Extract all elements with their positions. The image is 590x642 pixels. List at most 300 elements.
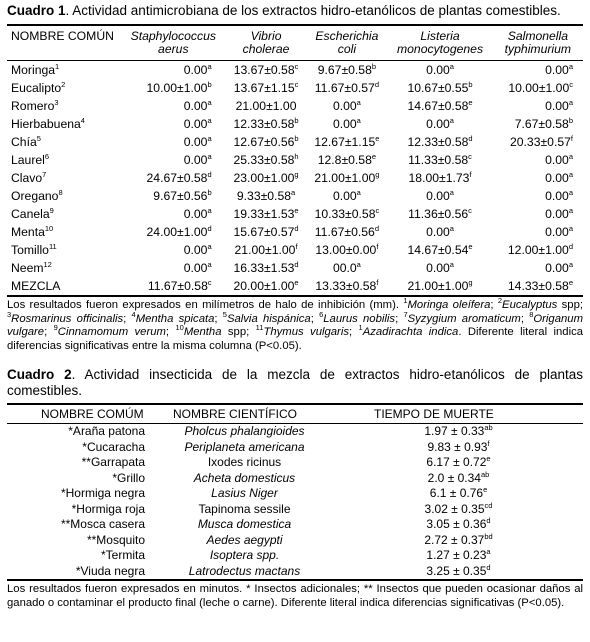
footnote-marker: 12 (43, 260, 52, 269)
value-cell (226, 169, 307, 187)
value-cell (121, 151, 226, 169)
time-value: 6.17 ± 0.72 (426, 455, 487, 469)
value-cell (387, 61, 492, 80)
value-cell (226, 205, 307, 223)
time-of-death-cell (334, 440, 583, 456)
value-cell (387, 277, 492, 296)
significance-letter: a (568, 62, 573, 71)
value: 14.67±0.58 (407, 99, 469, 113)
plant-name-cell (7, 169, 121, 187)
table-row (7, 79, 583, 97)
value-cell (387, 115, 492, 133)
value-cell (306, 277, 387, 296)
table1-header-cell (226, 25, 307, 61)
footnote-marker: 7 (42, 170, 47, 179)
footnote-text: ; (348, 326, 359, 338)
value-cell (493, 223, 583, 241)
plant-name-cell (7, 79, 121, 97)
significance-letter: e (486, 454, 491, 463)
footnote-marker: 11 (48, 242, 57, 251)
plant-name-cell (7, 259, 121, 277)
time-of-death-cell (334, 517, 583, 533)
table-row (7, 169, 583, 187)
value-cell (493, 169, 583, 187)
time-of-death-cell (334, 455, 583, 471)
value: 12.33±0.58 (407, 135, 469, 149)
value-cell (387, 187, 492, 205)
significance-letter: a (207, 206, 212, 215)
significance-letter: bd (484, 531, 493, 541)
value: 0.00 (426, 117, 450, 131)
significance-letter: a (207, 134, 212, 143)
footnote-marker: 9 (53, 323, 58, 332)
value: 14.33±0.58 (507, 279, 569, 293)
common-name: *Araña patona (68, 424, 145, 438)
significance-letter: b (568, 116, 573, 125)
table-row (7, 533, 583, 549)
value: 0.00 (183, 153, 208, 167)
footnote-text: Laurus nobilis (323, 312, 396, 325)
value-cell (493, 115, 583, 133)
value: 12.00±1.00 (507, 243, 569, 257)
significance-letter: a (207, 242, 212, 251)
footnote-text: Thymus vulgaris (263, 326, 349, 338)
time-value: 9.83 ± 0.93 (427, 439, 488, 454)
footnote-text: . Diferente literal indica diferencias significativas entre la misma columna (P<0.05). (7, 326, 584, 352)
common-name: **Mosca casera (60, 517, 145, 531)
value-cell (493, 61, 583, 80)
value-cell (121, 97, 226, 115)
value: 15.67±0.57 (233, 225, 295, 239)
value-cell (387, 223, 492, 241)
value: 24.00±1.00 (146, 225, 208, 239)
plant-name: Menta (11, 225, 45, 239)
footnote-text: ; (520, 312, 530, 325)
common-name: *Hormiga roja (71, 501, 145, 516)
significance-letter: e (483, 485, 488, 494)
table1-header-cell (7, 25, 121, 61)
footnote-marker: 9 (49, 206, 54, 215)
footnote-text: Origanum vulgare (7, 312, 583, 338)
header-line: NOMBRE COMÚN (11, 29, 114, 43)
value: 11.36±0.56 (408, 207, 469, 221)
scientific-name: Tapinoma sessile (198, 501, 291, 516)
value-cell (387, 79, 492, 97)
value-cell (226, 133, 307, 151)
value: 0.00 (183, 99, 208, 113)
value-cell (226, 61, 307, 80)
footnote-marker: 8 (58, 188, 63, 197)
table1 (7, 24, 583, 297)
value: 0.00 (183, 243, 208, 257)
value: 10.00±1.00 (508, 81, 570, 95)
value-cell (493, 277, 583, 296)
value: 11.67±0.57 (314, 81, 375, 95)
significance-letter: e (294, 206, 299, 215)
value: 0.00 (183, 207, 208, 221)
table2-body (7, 424, 583, 581)
value-cell (121, 169, 226, 187)
significance-letter: a (568, 98, 573, 107)
footnote-marker: 6 (44, 152, 50, 161)
footnote-text: Syzygium aromaticum (407, 312, 521, 325)
footnote-text: ; (490, 299, 498, 311)
significance-letter: a (207, 152, 212, 161)
time-value: 3.05 ± 0.36 (426, 517, 487, 531)
value: 13.33±0.58 (315, 279, 377, 293)
footnote-text: spp; (557, 299, 583, 311)
value-cell (493, 241, 583, 259)
scientific-name: Acheta domesticus (193, 470, 296, 485)
header-line: Vibrio (250, 29, 282, 43)
value-cell (387, 169, 492, 187)
plant-name-cell (7, 241, 121, 259)
value: 0.00 (545, 207, 569, 221)
value: 24.67±0.58 (146, 171, 208, 185)
header-line: Staphylococcus (130, 29, 216, 43)
value: 7.67±0.58 (514, 117, 569, 131)
table2-caption-label: Cuadro 2 (7, 367, 72, 382)
value-cell (121, 259, 226, 277)
value: 19.33±1.53 (233, 207, 295, 221)
significance-letter: a (449, 260, 454, 269)
header-line: typhimurium (504, 42, 572, 56)
value: 9.33±0.58 (236, 189, 292, 203)
time-value: 2.0 ± 0.34 (427, 470, 481, 485)
plant-name-cell (7, 223, 121, 241)
footnote-marker: 5 (36, 134, 41, 143)
significance-letter: f (469, 170, 472, 179)
value: 13.00±0.00 (315, 243, 377, 257)
significance-letter: f (570, 134, 573, 143)
scientific-name: Isoptera spp. (209, 548, 280, 562)
value-cell (387, 205, 492, 223)
value: 12.33±0.58 (233, 117, 295, 131)
table2-header-row (7, 404, 583, 424)
significance-letter: f (295, 242, 298, 251)
value-cell (226, 277, 307, 296)
footnote-marker: 2 (61, 80, 66, 89)
value: 25.33±0.58 (233, 153, 295, 167)
value: 10.67±0.55 (407, 81, 469, 95)
significance-letter: e (468, 242, 473, 251)
footnote-marker: 8 (529, 309, 534, 319)
significance-letter: a (449, 188, 454, 197)
value: 12.67±0.56 (233, 135, 295, 149)
document (7, 3, 583, 610)
table1-caption-text: . Actividad antimicrobiana de los extractos hidro-etanólicos de plantas comestibles. (65, 3, 561, 18)
value: 11.33±0.58 (408, 153, 469, 167)
significance-letter: a (449, 116, 454, 125)
table2-caption-text: . Actividad insecticida de la mezcla de extractos hidro-etanólicos de plantas comestibles. (7, 367, 583, 398)
value-cell (493, 97, 583, 115)
table1-body (7, 61, 583, 297)
footnote-marker: 1 (55, 62, 60, 71)
footnote-text: Mentha (183, 326, 222, 338)
value: 0.00 (426, 261, 450, 275)
value-cell (306, 115, 387, 133)
value-cell (306, 79, 387, 97)
value: 12.8±0.58 (317, 153, 372, 167)
table2 (7, 403, 583, 581)
value: 0.00 (545, 171, 569, 185)
value: 11.67±0.56 (314, 225, 375, 239)
significance-letter: a (291, 188, 296, 197)
value: 20.33±0.57 (509, 135, 571, 149)
time-value: 1.27 ± 0.23 (426, 548, 487, 562)
significance-letter: e (375, 134, 380, 143)
value: 13.67±1.15 (233, 81, 295, 95)
time-value: 1.97 ± 0.33 (424, 424, 485, 438)
significance-letter: d (374, 80, 379, 89)
plant-name: Neem (11, 261, 44, 275)
value: 10.00±1.00 (146, 81, 208, 95)
significance-letter: d (207, 170, 212, 179)
value: 0.00 (545, 261, 569, 275)
significance-letter: a (356, 260, 361, 269)
significance-letter: f (487, 438, 490, 448)
value: 12.67±1.15 (314, 135, 376, 149)
significance-letter: a (568, 206, 573, 215)
value-cell (121, 187, 226, 205)
significance-letter: b (294, 134, 299, 143)
table2-header-time-of-death: TIEMPO DE MUERTE (334, 404, 583, 424)
value: 0.00 (545, 99, 569, 113)
value-cell (306, 187, 387, 205)
significance-letter: a (207, 62, 212, 71)
value: 0.00 (332, 99, 357, 113)
value-cell (387, 259, 492, 277)
value: 0.00 (183, 117, 208, 131)
significance-letter: b (207, 188, 212, 197)
value-cell (226, 97, 307, 115)
header-line: Salmonella (507, 29, 568, 43)
value-cell (121, 115, 226, 133)
table1-caption-label: Cuadro 1 (7, 3, 66, 18)
table-row (7, 259, 583, 277)
table-row (7, 241, 583, 259)
time-value: 2.72 ± 0.37 (424, 532, 485, 547)
value-cell (387, 133, 492, 151)
time-of-death-cell (334, 533, 583, 549)
footnote-text: ; (214, 312, 223, 325)
significance-letter: d (468, 134, 473, 143)
significance-letter: a (568, 152, 573, 161)
footnote-text: Cinnamomum verum (57, 326, 166, 338)
value-cell (226, 151, 307, 169)
significance-letter: b (371, 62, 377, 71)
plant-name: Eucalipto (11, 81, 62, 95)
value-cell (387, 151, 492, 169)
footnote-text: ; (165, 326, 176, 338)
footnote-text: Mentha spicata (135, 312, 215, 325)
value: 13.67±0.58 (233, 63, 295, 77)
header-line: cholerae (242, 42, 290, 56)
value-cell (121, 241, 226, 259)
value: 0.00 (332, 117, 357, 131)
significance-letter: d (486, 516, 491, 525)
table-row (7, 517, 583, 533)
significance-letter: c (569, 80, 573, 89)
significance-letter: g (468, 278, 473, 287)
value: 0.00 (183, 261, 208, 275)
footnote-marker: 4 (131, 309, 136, 319)
significance-letter: ab (480, 469, 490, 479)
significance-letter: a (207, 98, 212, 107)
significance-letter: a (449, 224, 454, 233)
significance-letter: g (375, 170, 380, 179)
time-value: 6.1 ± 0.76 (429, 486, 484, 500)
footnote-text: Moringa oleífera (407, 299, 491, 311)
footnote-text: ; (123, 312, 132, 325)
value: 0.00 (426, 63, 450, 77)
value-cell (306, 205, 387, 223)
footnote-marker: 10 (175, 323, 184, 332)
scientific-name: Pholcus phalangioides (184, 424, 305, 438)
value: 0.00 (183, 63, 208, 77)
value: 9.67±0.58 (317, 63, 372, 77)
significance-letter: c (294, 80, 299, 89)
footnote-marker: 5 (222, 309, 227, 319)
header-line: Escherichia (315, 29, 379, 43)
value: 14.67±0.54 (407, 243, 469, 257)
plant-name-cell (7, 61, 121, 80)
footnote-text: ; (44, 326, 54, 338)
plant-name: Canela (11, 207, 50, 221)
table-row (7, 440, 583, 456)
plant-name: Clavo (11, 171, 43, 185)
plant-name-cell (7, 277, 121, 296)
significance-letter: f (376, 242, 379, 251)
header-line: Listeria (420, 29, 460, 43)
plant-name: Hierbabuena (11, 117, 81, 131)
value-cell (121, 205, 226, 223)
value-cell (226, 115, 307, 133)
scientific-name: Ixodes ricinus (207, 455, 282, 469)
common-name: *Viuda negra (75, 563, 145, 578)
value: 00.0 (332, 261, 357, 275)
significance-letter: b (468, 80, 473, 89)
time-of-death-cell (334, 564, 583, 581)
footnote-text: spp; (221, 326, 256, 338)
scientific-name: Periplaneta americana (184, 439, 305, 454)
table-row (7, 471, 583, 487)
significance-letter: a (207, 260, 212, 269)
value: 0.00 (183, 135, 208, 149)
value-cell (306, 151, 387, 169)
value: 18.00±1.73 (408, 171, 470, 185)
scientific-name: Latrodectus mactans (188, 563, 301, 578)
value-cell (306, 169, 387, 187)
table-row (7, 205, 583, 223)
table1-header-cell (121, 25, 226, 61)
significance-letter: a (356, 98, 361, 107)
footnote-marker: 6 (319, 309, 324, 319)
plant-name-cell (7, 97, 121, 115)
value: 21.00±1.00 (407, 279, 469, 293)
significance-letter: a (568, 224, 573, 233)
plant-name-cell (7, 133, 121, 151)
table2-header-common-name: NOMBRE COMÚM (7, 404, 155, 424)
table-row (7, 151, 583, 169)
table2-footnote: Los resultados fueron expresados en minutos. * Insectos adicionales; ** Insectos que pueden ocasionar daños al ganado o contaminar el producto final (leche o carne). Diferente literal indica diferencias significativas (P<0.05). (7, 583, 583, 609)
value: 0.00 (332, 189, 357, 203)
plant-name: Moringa (11, 63, 56, 77)
footnote-marker: 4 (80, 116, 85, 125)
table1-header-cell (306, 25, 387, 61)
table2-caption (7, 367, 583, 399)
significance-letter: cd (484, 500, 493, 510)
significance-letter: d (568, 242, 573, 251)
value: 0.00 (545, 63, 569, 77)
value-cell (226, 259, 307, 277)
footnote-text: ; (310, 312, 320, 325)
table-row (7, 223, 583, 241)
value: 0.00 (426, 189, 450, 203)
plant-name: Tomillo (11, 243, 49, 257)
significance-letter: d (207, 224, 212, 233)
plant-name-cell (7, 187, 121, 205)
footnote-text: ; (395, 312, 404, 325)
plant-name: Laurel (11, 153, 45, 167)
plant-name-cell (7, 151, 121, 169)
value-cell (493, 205, 583, 223)
value-cell (493, 259, 583, 277)
common-name: *Termita (100, 548, 145, 562)
value: 21.00±1.00 (314, 171, 376, 185)
table-row (7, 548, 583, 564)
plant-name-cell (7, 115, 121, 133)
value: 9.67±0.56 (153, 189, 208, 203)
footnote-marker: 7 (403, 309, 408, 319)
value-cell (493, 151, 583, 169)
significance-letter: a (356, 188, 361, 197)
plant-name-cell (7, 205, 121, 223)
value: 21.00±1.00 (234, 243, 296, 257)
table1-header-cell (493, 25, 583, 61)
table1-header-cell (387, 25, 492, 61)
value-cell (493, 79, 583, 97)
table2-header-scientific-name: NOMBRE CIENTÍFICO (155, 404, 334, 424)
significance-letter: f (376, 278, 379, 287)
common-name: *Grillo (112, 470, 145, 485)
value-cell (306, 259, 387, 277)
time-of-death-cell (334, 424, 583, 440)
significance-letter: d (374, 224, 379, 233)
value-cell (121, 133, 226, 151)
common-name: **Mosquito (86, 532, 145, 547)
time-of-death-cell (334, 471, 583, 487)
footnote-marker: 2 (497, 296, 503, 305)
value-cell (306, 133, 387, 151)
footnote-text: Salvia hispánica (226, 312, 311, 325)
significance-letter: d (294, 224, 299, 233)
value-cell (121, 79, 226, 97)
significance-letter: b (207, 80, 212, 89)
table-row (7, 424, 583, 440)
table-row (7, 133, 583, 151)
header-line: aerus (158, 42, 189, 56)
significance-letter: d (486, 562, 491, 572)
footnote-marker: 11 (255, 323, 264, 332)
table-row (7, 277, 583, 296)
value: 0.00 (545, 225, 569, 239)
value-cell (387, 97, 492, 115)
value: 20.00±1.00 (233, 279, 295, 293)
common-name: *Cucaracha (82, 439, 145, 454)
table-row (7, 97, 583, 115)
scientific-name: Aedes aegypti (206, 532, 283, 547)
